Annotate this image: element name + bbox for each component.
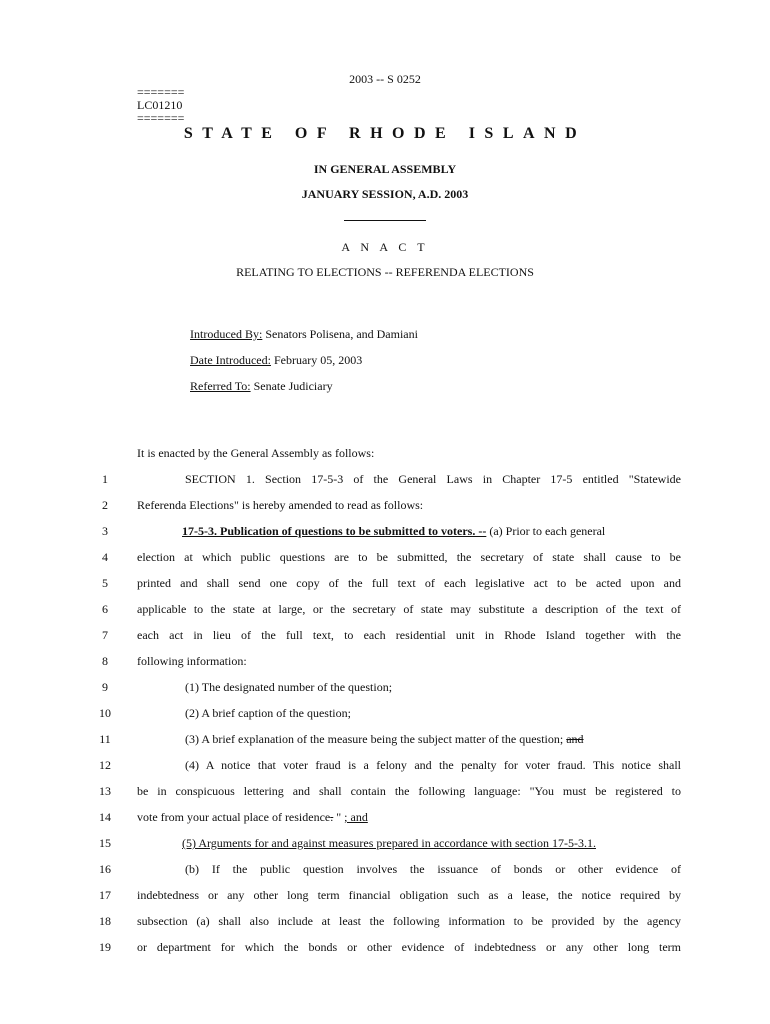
line-text: [137, 524, 681, 539]
line-text: election at which public questions are to be submitted, the secretary of state shall cause to be: [137, 550, 681, 564]
inserted-text: ; and: [344, 810, 368, 824]
line-text: indebtedness or any other long term financial obligation such as a lease, the notice required by: [137, 888, 681, 902]
enacting-clause: It is enacted by the General Assembly as follows:: [137, 446, 375, 460]
line-text-main: (3) A brief explanation of the measure being the subject matter of the question;: [185, 732, 567, 746]
deleted-text: and: [566, 732, 584, 746]
act-title: A N A C T: [341, 240, 429, 254]
line-number: 12: [99, 758, 111, 772]
line-number: 5: [102, 576, 108, 590]
line-number: 3: [102, 524, 108, 538]
referred-to-value: Senate Judiciary: [250, 379, 333, 393]
line-number: 6: [102, 602, 108, 616]
line-text: applicable to the state at large, or the secretary of state may substitute a description of the text of: [137, 602, 681, 616]
bill-number: 2003 -- S 0252: [349, 72, 421, 86]
line-text: Referenda Elections" is hereby amended to read as follows:: [137, 498, 424, 512]
line-number: 4: [102, 550, 108, 564]
line-number: 9: [102, 680, 108, 694]
section-heading: 17-5-3. Publication of questions to be submitted to voters. --: [182, 524, 487, 538]
line-number: 10: [99, 706, 111, 720]
line-number: 1: [102, 472, 108, 486]
line-text: be in conspicuous lettering and shall contain the following language: "You must be registered to: [137, 784, 681, 798]
line-number: 18: [99, 914, 111, 928]
line-text-main: vote from your actual place of residence: [137, 810, 331, 824]
assembly-title: IN GENERAL ASSEMBLY: [313, 162, 457, 176]
line-text: [137, 810, 681, 825]
line-text-mid: ": [333, 810, 345, 824]
line-text: [137, 732, 681, 747]
introduced-by-label: Introduced By:: [190, 327, 263, 341]
line-text: SECTION 1. Section 17-5-3 of the General Laws in Chapter 17-5 entitled "Statewide: [185, 472, 681, 486]
line-text-rest: (a) Prior to each general: [486, 524, 606, 538]
line-text: [137, 836, 681, 851]
session-title: JANUARY SESSION, A.D. 2003: [301, 187, 469, 201]
line-number: 19: [99, 940, 111, 954]
line-number: 2: [102, 498, 108, 512]
relating-title: RELATING TO ELECTIONS -- REFERENDA ELECTIONS: [236, 265, 534, 279]
line-text: (2) A brief caption of the question;: [185, 706, 351, 720]
deleted-text: .: [330, 810, 334, 824]
referred-to-label: Referred To:: [190, 379, 251, 393]
inserted-text: (5) Arguments for and against measures prepared in accordance with section 17-5-3.1.: [182, 836, 596, 850]
introduced-by: [190, 327, 418, 342]
line-text: or department for which the bonds or other evidence of indebtedness or any other long term: [137, 940, 681, 954]
line-text: printed and shall send one copy of the full text of each legislative act to be acted upon and: [137, 576, 681, 590]
line-number: 7: [102, 628, 108, 642]
line-number: 13: [99, 784, 111, 798]
header-rule-top: =======: [137, 85, 185, 99]
line-text: subsection (a) shall also include at least the following information to be provided by the agency: [137, 914, 681, 928]
line-number: 11: [99, 732, 111, 746]
line-text: (b) If the public question involves the issuance of bonds or other evidence of: [185, 862, 681, 876]
referred-to: [190, 379, 333, 394]
line-text: following information:: [137, 654, 247, 668]
session-underline: [0, 208, 770, 226]
date-introduced: [190, 353, 362, 368]
date-introduced-value: February 05, 2003: [270, 353, 363, 367]
line-text: (1) The designated number of the question;: [185, 680, 393, 694]
date-introduced-label: Date Introduced:: [190, 353, 271, 367]
line-number: 14: [99, 810, 111, 824]
state-title: STATE OF RHODE ISLAND: [183, 125, 587, 142]
line-text: each act in lieu of the full text, to each residential unit in Rhode Island together with the: [137, 628, 681, 642]
line-number: 8: [102, 654, 108, 668]
line-number: 17: [99, 888, 111, 902]
line-number: 15: [99, 836, 111, 850]
line-number: 16: [99, 862, 111, 876]
introduced-by-value: Senators Polisena, and Damiani: [262, 327, 418, 341]
line-text: (4) A notice that voter fraud is a felony and the penalty for voter fraud. This notice shall: [185, 758, 681, 772]
lc-number: LC01210: [137, 98, 183, 112]
header-rule-bottom: =======: [137, 111, 185, 125]
